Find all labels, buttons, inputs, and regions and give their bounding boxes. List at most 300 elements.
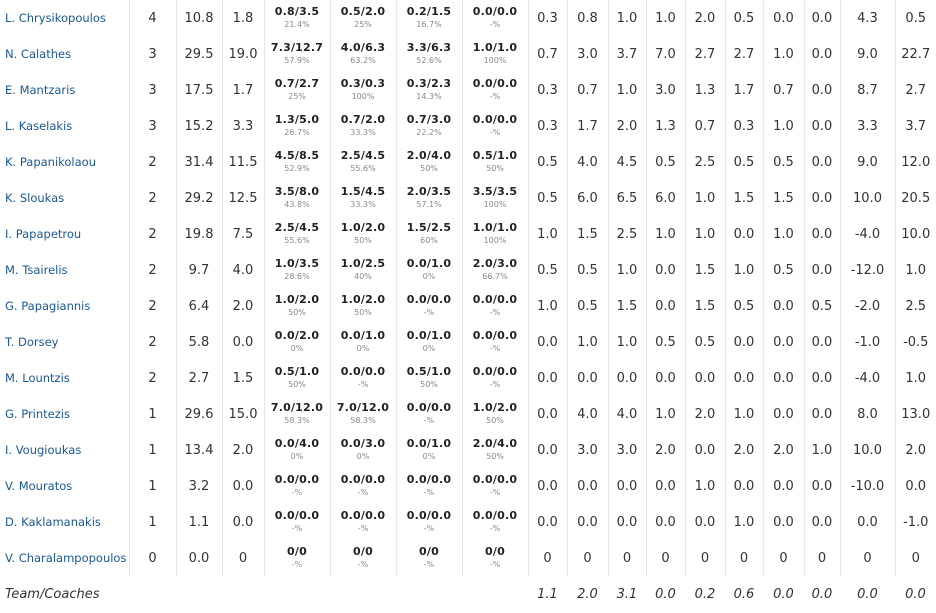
turnovers-cell: 0.5 — [725, 0, 763, 36]
team-total-rebounds: 3.1 — [616, 587, 638, 602]
free-throws-cell-made-attempted: 0/0 — [485, 544, 505, 558]
two-pointers-cell — [330, 72, 396, 108]
two-pointers-cell-made-attempted: 0.0/1.0 — [340, 328, 386, 342]
player-name-link[interactable]: K. Papanikolaou — [5, 154, 97, 169]
team-steals: 0.2 — [694, 587, 716, 602]
two-pointers-cell — [330, 108, 396, 144]
minutes-cell: 3.2 — [176, 468, 222, 504]
empty-cell — [462, 576, 528, 613]
games-played-cell: 2 — [129, 216, 176, 252]
two-pointers-cell-percentage: 58.3% — [350, 415, 376, 425]
free-throws-cell-percentage: -% — [489, 343, 501, 353]
player-name-cell — [0, 252, 129, 288]
offensive-rebounds-cell: 0.5 — [528, 144, 567, 180]
blocks-against-cell: 0.0 — [804, 504, 840, 540]
team-assists: 0.0 — [655, 587, 676, 602]
points-cell: 12.5 — [222, 180, 264, 216]
two-pointers-cell — [330, 396, 396, 432]
player-row — [0, 216, 936, 252]
assists-cell: 7.0 — [646, 36, 685, 72]
player-row — [0, 0, 936, 36]
player-name-link[interactable]: K. Sloukas — [5, 190, 65, 205]
field-goals-cell-percentage: -% — [291, 523, 303, 533]
assists-cell: 0.5 — [646, 324, 685, 360]
free-throws-cell — [462, 360, 528, 396]
player-row — [0, 324, 936, 360]
minutes-cell: 1.1 — [176, 504, 222, 540]
three-pointers-cell-made-attempted: 0/0 — [419, 544, 439, 558]
pir-cell: 2.5 — [905, 298, 927, 314]
plus-minus-cell: -10.0 — [840, 468, 895, 504]
free-throws-cell — [462, 180, 528, 216]
total-rebounds-cell: 4.5 — [608, 144, 646, 180]
two-pointers-cell-percentage: -% — [357, 487, 369, 497]
turnovers-cell: 1.5 — [725, 180, 763, 216]
player-name-link[interactable]: N. Calathes — [5, 46, 72, 61]
player-row — [0, 432, 936, 468]
three-pointers-cell — [396, 144, 462, 180]
assists-cell: 3.0 — [646, 72, 685, 108]
player-row — [0, 72, 936, 108]
free-throws-cell — [462, 504, 528, 540]
turnovers-cell: 0.0 — [725, 216, 763, 252]
field-goals-cell — [264, 504, 330, 540]
offensive-rebounds-cell: 1.0 — [528, 288, 567, 324]
minutes-cell: 17.5 — [176, 72, 222, 108]
defensive-rebounds-cell: 3.0 — [567, 36, 608, 72]
defensive-rebounds-cell: 4.0 — [567, 396, 608, 432]
field-goals-cell — [264, 216, 330, 252]
free-throws-cell — [462, 108, 528, 144]
three-pointers-cell-made-attempted: 2.0/4.0 — [406, 148, 452, 162]
assists-cell: 0.0 — [646, 288, 685, 324]
offensive-rebounds-cell: 0.3 — [528, 108, 567, 144]
field-goals-cell-made-attempted: 7.3/12.7 — [270, 40, 324, 54]
two-pointers-cell-percentage: 100% — [351, 91, 375, 101]
total-rebounds-cell: 1.0 — [608, 0, 646, 36]
offensive-rebounds-cell: 0.7 — [528, 36, 567, 72]
player-name-link[interactable]: V. Charalampopoulos — [5, 550, 127, 565]
defensive-rebounds-cell: 0.5 — [567, 252, 608, 288]
three-pointers-cell-made-attempted: 0.0/0.0 — [406, 292, 452, 306]
free-throws-cell-percentage: 100% — [483, 199, 507, 209]
player-name-link[interactable]: E. Mantzaris — [5, 82, 76, 97]
three-pointers-cell-percentage: -% — [423, 307, 435, 317]
player-row — [0, 288, 936, 324]
player-name-link[interactable]: T. Dorsey — [5, 334, 59, 349]
offensive-rebounds-cell: 0.5 — [528, 252, 567, 288]
blocks-cell: 0.0 — [763, 0, 804, 36]
player-name-link[interactable]: M. Tsairelis — [5, 262, 68, 277]
field-goals-cell-percentage: 25% — [288, 91, 306, 101]
blocks-against-cell: 0.5 — [804, 288, 840, 324]
three-pointers-cell-percentage: 50% — [420, 163, 438, 173]
plus-minus-cell: 4.3 — [840, 0, 895, 36]
player-name-cell — [0, 0, 129, 36]
two-pointers-cell-percentage: 25% — [354, 19, 372, 29]
three-pointers-cell-made-attempted: 0.5/1.0 — [406, 364, 452, 378]
field-goals-cell-made-attempted: 7.0/12.0 — [270, 400, 324, 414]
games-played-cell: 1 — [129, 504, 176, 540]
total-rebounds-cell: 0.0 — [608, 360, 646, 396]
field-goals-cell — [264, 0, 330, 36]
defensive-rebounds-cell: 6.0 — [567, 180, 608, 216]
field-goals-cell-percentage: -% — [291, 559, 303, 569]
points-cell: 0 — [222, 540, 264, 576]
blocks-cell: 0.0 — [763, 468, 804, 504]
three-pointers-cell-percentage: 57.1% — [416, 199, 442, 209]
blocks-cell: 1.0 — [763, 108, 804, 144]
games-played-cell: 2 — [129, 144, 176, 180]
assists-cell: 1.0 — [646, 0, 685, 36]
player-name-link[interactable]: L. Chrysikopoulos — [5, 10, 106, 25]
three-pointers-cell-percentage: 0% — [422, 451, 436, 461]
points-cell: 1.7 — [222, 72, 264, 108]
blocks-against-cell: 1.0 — [804, 432, 840, 468]
blocks-against-cell: 0.0 — [804, 360, 840, 396]
two-pointers-cell-percentage: 50% — [354, 235, 372, 245]
blocks-cell: 0.0 — [763, 288, 804, 324]
two-pointers-cell — [330, 288, 396, 324]
blocks-cell: 1.5 — [763, 180, 804, 216]
assists-cell: 2.0 — [646, 432, 685, 468]
minutes-cell: 13.4 — [176, 432, 222, 468]
free-throws-cell — [462, 432, 528, 468]
pir-cell: 22.7 — [901, 46, 931, 62]
two-pointers-cell — [330, 468, 396, 504]
blocks-against-cell: 0.0 — [804, 108, 840, 144]
assists-cell: 0.0 — [646, 504, 685, 540]
field-goals-cell-made-attempted: 0/0 — [287, 544, 307, 558]
player-name-cell — [0, 540, 129, 576]
minutes-cell: 9.7 — [176, 252, 222, 288]
three-pointers-cell-made-attempted: 1.5/2.5 — [406, 220, 452, 234]
field-goals-cell-percentage: 57.9% — [284, 55, 310, 65]
minutes-cell: 0.0 — [176, 540, 222, 576]
three-pointers-cell-made-attempted: 0.0/0.0 — [406, 400, 452, 414]
points-cell: 0.0 — [222, 324, 264, 360]
field-goals-cell-made-attempted: 0.8/3.5 — [274, 4, 320, 18]
turnovers-cell: 1.0 — [725, 252, 763, 288]
steals-cell: 1.5 — [685, 288, 725, 324]
offensive-rebounds-cell: 0.0 — [528, 432, 567, 468]
three-pointers-cell-made-attempted: 0.0/1.0 — [406, 328, 452, 342]
pir-cell: 20.5 — [901, 190, 931, 206]
turnovers-cell: 0.0 — [725, 324, 763, 360]
three-pointers-cell — [396, 180, 462, 216]
points-cell: 4.0 — [222, 252, 264, 288]
turnovers-cell: 0.0 — [725, 360, 763, 396]
free-throws-cell-made-attempted: 1.0/1.0 — [472, 40, 518, 54]
points-cell: 0.0 — [222, 468, 264, 504]
steals-cell: 1.3 — [685, 72, 725, 108]
player-name-link[interactable]: L. Kaselakis — [5, 118, 73, 133]
player-name-cell — [0, 144, 129, 180]
blocks-cell: 0.7 — [763, 72, 804, 108]
turnovers-cell: 0.5 — [725, 144, 763, 180]
two-pointers-cell-made-attempted: 0.3/0.3 — [340, 76, 386, 90]
two-pointers-cell-percentage: -% — [357, 559, 369, 569]
free-throws-cell-made-attempted: 0.0/0.0 — [472, 112, 518, 126]
pir-cell: 3.7 — [905, 118, 927, 134]
two-pointers-cell-percentage: 63.2% — [350, 55, 376, 65]
empty-cell — [176, 576, 222, 613]
blocks-cell: 0.0 — [763, 504, 804, 540]
player-name-cell — [0, 324, 129, 360]
free-throws-cell-made-attempted: 0.0/0.0 — [472, 4, 518, 18]
two-pointers-cell-made-attempted: 7.0/12.0 — [336, 400, 390, 414]
field-goals-cell — [264, 36, 330, 72]
minutes-cell: 2.7 — [176, 360, 222, 396]
three-pointers-cell — [396, 36, 462, 72]
steals-cell: 2.0 — [685, 396, 725, 432]
empty-cell — [222, 576, 264, 613]
plus-minus-cell: 9.0 — [840, 36, 895, 72]
defensive-rebounds-cell: 1.7 — [567, 108, 608, 144]
turnovers-cell: 1.0 — [725, 504, 763, 540]
defensive-rebounds-cell: 0.8 — [567, 0, 608, 36]
total-rebounds-cell: 0.0 — [608, 504, 646, 540]
field-goals-cell — [264, 324, 330, 360]
free-throws-cell-percentage: -% — [489, 559, 501, 569]
player-name-link[interactable]: D. Kaklamanakis — [5, 514, 101, 529]
turnovers-cell: 0.5 — [725, 288, 763, 324]
blocks-cell: 0.0 — [763, 324, 804, 360]
field-goals-cell — [264, 432, 330, 468]
blocks-against-cell: 0.0 — [804, 180, 840, 216]
defensive-rebounds-cell: 0.0 — [567, 468, 608, 504]
three-pointers-cell-percentage: 0% — [422, 271, 436, 281]
assists-cell: 0.0 — [646, 252, 685, 288]
plus-minus-cell: 8.0 — [840, 396, 895, 432]
field-goals-cell-made-attempted: 0.0/0.0 — [274, 508, 320, 522]
field-goals-cell — [264, 144, 330, 180]
field-goals-cell-percentage: 26.7% — [284, 127, 310, 137]
offensive-rebounds-cell: 0.0 — [528, 396, 567, 432]
offensive-rebounds-cell: 1.0 — [528, 216, 567, 252]
defensive-rebounds-cell: 1.5 — [567, 216, 608, 252]
three-pointers-cell — [396, 360, 462, 396]
three-pointers-cell-made-attempted: 2.0/3.5 — [406, 184, 452, 198]
minutes-cell: 15.2 — [176, 108, 222, 144]
steals-cell: 1.5 — [685, 252, 725, 288]
two-pointers-cell-made-attempted: 0.5/2.0 — [340, 4, 386, 18]
plus-minus-cell: 0.0 — [840, 504, 895, 540]
games-played-cell: 3 — [129, 108, 176, 144]
plus-minus-cell: 10.0 — [840, 180, 895, 216]
field-goals-cell-made-attempted: 0.0/4.0 — [274, 436, 320, 450]
steals-cell: 1.0 — [685, 216, 725, 252]
two-pointers-cell-percentage: 50% — [354, 307, 372, 317]
player-name-link[interactable]: I. Vougioukas — [5, 442, 82, 457]
three-pointers-cell — [396, 216, 462, 252]
steals-cell: 0.0 — [685, 432, 725, 468]
minutes-cell: 10.8 — [176, 0, 222, 36]
steals-cell: 2.5 — [685, 144, 725, 180]
games-played-cell: 2 — [129, 324, 176, 360]
player-name-cell — [0, 504, 129, 540]
blocks-cell: 2.0 — [763, 432, 804, 468]
three-pointers-cell-made-attempted: 3.3/6.3 — [406, 40, 452, 54]
free-throws-cell-made-attempted: 3.5/3.5 — [472, 184, 518, 198]
free-throws-cell-made-attempted: 1.0/1.0 — [472, 220, 518, 234]
games-played-cell: 1 — [129, 468, 176, 504]
blocks-cell: 0.0 — [763, 360, 804, 396]
three-pointers-cell-made-attempted: 0.0/1.0 — [406, 256, 452, 270]
free-throws-cell-percentage: 50% — [486, 163, 504, 173]
team-blocks-against: 0.0 — [811, 587, 833, 602]
three-pointers-cell-made-attempted: 0.0/1.0 — [406, 436, 452, 450]
two-pointers-cell-made-attempted: 0.0/0.0 — [340, 508, 386, 522]
player-name-cell — [0, 108, 129, 144]
field-goals-cell-made-attempted: 2.5/4.5 — [274, 220, 320, 234]
plus-minus-cell: 10.0 — [840, 432, 895, 468]
field-goals-cell — [264, 108, 330, 144]
free-throws-cell-percentage: 66.7% — [482, 271, 508, 281]
assists-cell: 0 — [646, 540, 685, 576]
player-row — [0, 144, 936, 180]
field-goals-cell-percentage: 58.3% — [284, 415, 310, 425]
field-goals-cell-percentage: 43.8% — [284, 199, 310, 209]
total-rebounds-cell: 4.0 — [608, 396, 646, 432]
games-played-cell: 1 — [129, 432, 176, 468]
team-turnovers: 0.6 — [733, 587, 755, 602]
plus-minus-cell: -4.0 — [840, 360, 895, 396]
turnovers-cell: 0.0 — [725, 468, 763, 504]
two-pointers-cell-percentage: -% — [357, 379, 369, 389]
two-pointers-cell — [330, 432, 396, 468]
offensive-rebounds-cell: 0.3 — [528, 72, 567, 108]
free-throws-cell-percentage: -% — [489, 91, 501, 101]
free-throws-cell — [462, 288, 528, 324]
three-pointers-cell-made-attempted: 0.2/1.5 — [406, 4, 452, 18]
defensive-rebounds-cell: 0.5 — [567, 288, 608, 324]
free-throws-cell — [462, 144, 528, 180]
three-pointers-cell-percentage: -% — [423, 559, 435, 569]
player-row — [0, 504, 936, 540]
three-pointers-cell — [396, 432, 462, 468]
plus-minus-cell: 8.7 — [840, 72, 895, 108]
field-goals-cell — [264, 468, 330, 504]
games-played-cell: 3 — [129, 72, 176, 108]
plus-minus-cell: -2.0 — [840, 288, 895, 324]
empty-cell — [129, 576, 176, 613]
total-rebounds-cell: 1.0 — [608, 324, 646, 360]
defensive-rebounds-cell: 0.7 — [567, 72, 608, 108]
total-rebounds-cell: 3.7 — [608, 36, 646, 72]
free-throws-cell-percentage: 50% — [486, 451, 504, 461]
two-pointers-cell — [330, 144, 396, 180]
plus-minus-cell: -1.0 — [840, 324, 895, 360]
defensive-rebounds-cell: 1.0 — [567, 324, 608, 360]
two-pointers-cell-percentage: -% — [357, 523, 369, 533]
games-played-cell: 1 — [129, 396, 176, 432]
blocks-cell: 0.5 — [763, 144, 804, 180]
three-pointers-cell-made-attempted: 0.3/2.3 — [406, 76, 452, 90]
two-pointers-cell-made-attempted: 1.0/2.0 — [340, 220, 386, 234]
player-name-link[interactable]: V. Mouratos — [5, 478, 73, 493]
team-coaches-label: Team/Coaches — [5, 587, 100, 602]
two-pointers-cell-made-attempted: 0/0 — [353, 544, 373, 558]
games-played-cell: 2 — [129, 180, 176, 216]
three-pointers-cell — [396, 288, 462, 324]
field-goals-cell-made-attempted: 0.5/1.0 — [274, 364, 320, 378]
steals-cell: 0.0 — [685, 360, 725, 396]
blocks-against-cell: 0.0 — [804, 216, 840, 252]
two-pointers-cell-made-attempted: 0.0/0.0 — [340, 472, 386, 486]
two-pointers-cell-made-attempted: 2.5/4.5 — [340, 148, 386, 162]
games-played-cell: 0 — [129, 540, 176, 576]
team-pir: 0.0 — [905, 587, 926, 602]
pir-cell: 10.0 — [901, 226, 931, 242]
player-name-cell — [0, 180, 129, 216]
two-pointers-cell-made-attempted: 1.0/2.5 — [340, 256, 386, 270]
three-pointers-cell-percentage: -% — [423, 523, 435, 533]
three-pointers-cell — [396, 72, 462, 108]
pir-cell: -1.0 — [903, 514, 929, 530]
blocks-against-cell: 0.0 — [804, 144, 840, 180]
field-goals-cell-made-attempted: 0.0/2.0 — [274, 328, 320, 342]
blocks-cell: 0.5 — [763, 252, 804, 288]
blocks-against-cell: 0.0 — [804, 72, 840, 108]
offensive-rebounds-cell: 0.0 — [528, 360, 567, 396]
player-row — [0, 396, 936, 432]
player-row — [0, 180, 936, 216]
assists-cell: 1.0 — [646, 396, 685, 432]
points-cell: 1.5 — [222, 360, 264, 396]
field-goals-cell — [264, 360, 330, 396]
free-throws-cell-made-attempted: 1.0/2.0 — [472, 400, 518, 414]
turnovers-cell: 2.0 — [725, 432, 763, 468]
defensive-rebounds-cell: 4.0 — [567, 144, 608, 180]
player-name-link[interactable]: I. Papapetrou — [5, 226, 82, 241]
points-cell: 15.0 — [222, 396, 264, 432]
field-goals-cell-percentage: 0% — [290, 451, 304, 461]
offensive-rebounds-cell: 0.0 — [528, 324, 567, 360]
player-name-link[interactable]: M. Lountzis — [5, 370, 70, 385]
three-pointers-cell-percentage: 0% — [422, 343, 436, 353]
player-name-cell — [0, 72, 129, 108]
steals-cell: 1.0 — [685, 180, 725, 216]
field-goals-cell-made-attempted: 1.3/5.0 — [274, 112, 320, 126]
pir-cell: 1.0 — [905, 370, 927, 386]
three-pointers-cell — [396, 396, 462, 432]
free-throws-cell-percentage: -% — [489, 307, 501, 317]
player-name-cell — [0, 396, 129, 432]
three-pointers-cell-percentage: 50% — [420, 379, 438, 389]
three-pointers-cell — [396, 252, 462, 288]
free-throws-cell — [462, 0, 528, 36]
free-throws-cell-made-attempted: 2.0/3.0 — [472, 256, 518, 270]
three-pointers-cell — [396, 324, 462, 360]
two-pointers-cell-percentage: 0% — [356, 343, 370, 353]
assists-cell: 0.0 — [646, 360, 685, 396]
three-pointers-cell-percentage: 14.3% — [416, 91, 442, 101]
player-name-link[interactable]: G. Papagiannis — [5, 298, 91, 313]
field-goals-cell-made-attempted: 1.0/2.0 — [274, 292, 320, 306]
two-pointers-cell — [330, 504, 396, 540]
team-plus-minus: 0.0 — [857, 587, 878, 602]
player-row — [0, 252, 936, 288]
player-name-link[interactable]: G. Printezis — [5, 406, 70, 421]
games-played-cell: 2 — [129, 252, 176, 288]
free-throws-cell-made-attempted: 0.0/0.0 — [472, 76, 518, 90]
blocks-cell: 0.0 — [763, 396, 804, 432]
points-cell: 1.8 — [222, 0, 264, 36]
free-throws-cell-made-attempted: 0.0/0.0 — [472, 328, 518, 342]
blocks-cell: 1.0 — [763, 216, 804, 252]
field-goals-cell-made-attempted: 1.0/3.5 — [274, 256, 320, 270]
